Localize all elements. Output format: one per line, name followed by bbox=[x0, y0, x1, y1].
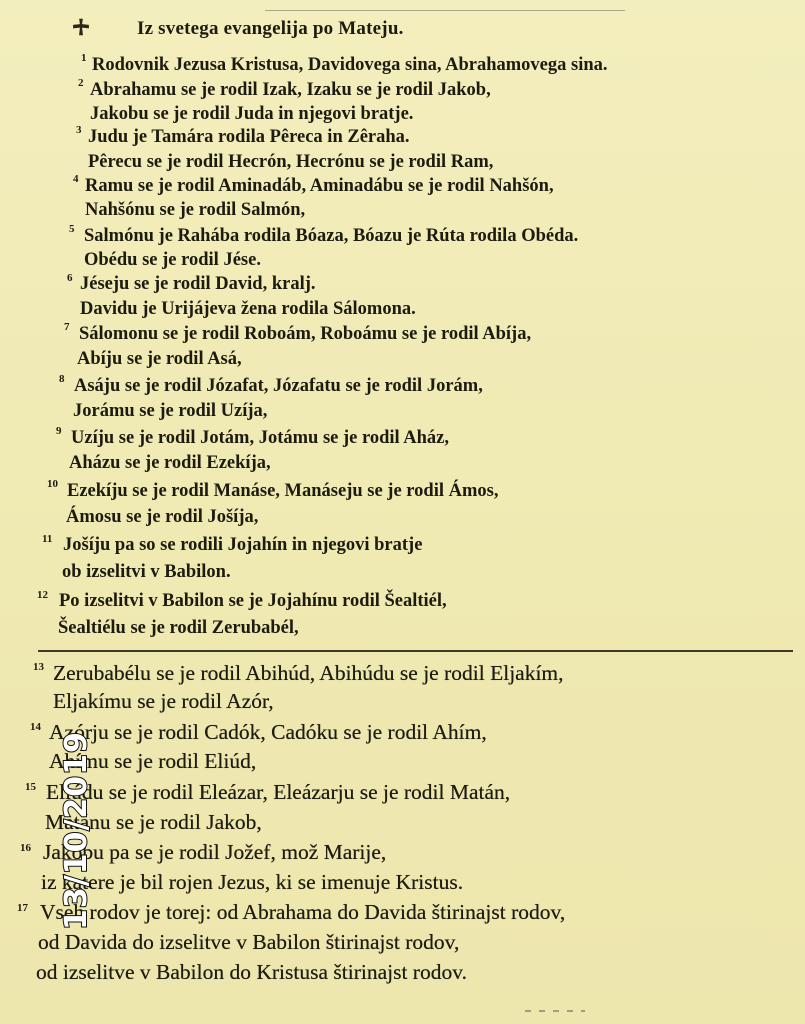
verse-line: od izselitve v Babilon do Kristusa štirinajst rodov. bbox=[36, 960, 467, 984]
verse-number: 12 bbox=[37, 589, 48, 601]
verse-number: 17 bbox=[17, 902, 28, 914]
verse-line: ob izselitvi v Babilon. bbox=[62, 562, 231, 582]
verse-number: 15 bbox=[25, 781, 36, 793]
verse-line: Azórju se je rodil Cadók, Cadóku se je rodil Ahím, bbox=[49, 720, 487, 744]
verse-number: 3 bbox=[76, 124, 82, 136]
page-title: Iz svetega evangelija po Mateju. bbox=[137, 18, 404, 39]
verse-line: Sálomonu se je rodil Roboám, Roboámu se je rodil Abíja, bbox=[79, 324, 532, 344]
verse-line: od Davida do izselitve v Babilon štirinajst rodov, bbox=[38, 930, 460, 954]
verse-line: Vseh rodov je torej: od Abrahama do Davida štirinajst rodov, bbox=[40, 900, 566, 924]
verse-number: 7 bbox=[64, 321, 70, 333]
verse-number: 11 bbox=[42, 533, 53, 545]
verse-line: Nahšónu se je rodil Salmón, bbox=[85, 200, 306, 220]
cross-icon bbox=[72, 18, 90, 36]
verse-number: 2 bbox=[78, 77, 84, 89]
verse-number: 10 bbox=[47, 478, 58, 490]
verse-line: Ahímu se je rodil Eliúd, bbox=[49, 749, 257, 773]
verse-number: 8 bbox=[59, 373, 65, 385]
verse-line: Uzíju se je rodil Jotám, Jotámu se je rodil Aház, bbox=[71, 428, 450, 448]
verse-line: Jorámu se je rodil Uzíja, bbox=[73, 401, 268, 421]
verse-line: Po izselitvi v Babilon se je Jojahínu rodil Šealtiél, bbox=[59, 591, 447, 611]
verse-line: Aházu se je rodil Ezekíja, bbox=[69, 453, 271, 473]
verse-line: Jošíju pa so se rodili Jojahín in njegovi bratje bbox=[63, 535, 423, 555]
verse-line: Ezekíju se je rodil Manáse, Manáseju se je rodil Ámos, bbox=[67, 481, 499, 501]
verse-number: 9 bbox=[56, 425, 62, 437]
verse-number: 14 bbox=[30, 721, 41, 733]
verse-line: Salmónu je Rahába rodila Bóaza, Bóazu je Rúta rodila Obéda. bbox=[84, 226, 579, 246]
top-rule bbox=[265, 10, 625, 11]
verse-line: Obédu se je rodil Jése. bbox=[84, 250, 261, 270]
verse-number: 13 bbox=[33, 661, 44, 673]
verse-line: Jéseju se je rodil David, kralj. bbox=[80, 274, 316, 294]
verse-number: 4 bbox=[73, 173, 79, 185]
verse-line: Asáju se je rodil Józafat, Józafatu se je rodil Jorám, bbox=[74, 376, 483, 396]
section-divider bbox=[38, 650, 793, 652]
verse-number: 16 bbox=[20, 842, 31, 854]
verse-line: Davidu je Urijájeva žena rodila Sálomona. bbox=[80, 299, 416, 319]
verse-line: Ramu se je rodil Aminadáb, Aminadábu se je rodil Nahšón, bbox=[85, 176, 554, 196]
verse-number: 1 bbox=[81, 52, 87, 64]
verse-line: Matánu se je rodil Jakob, bbox=[45, 810, 262, 834]
verse-line: Eljakímu se je rodil Azór, bbox=[53, 689, 274, 713]
bottom-marks bbox=[525, 1010, 585, 1012]
verse-line: Rodovnik Jezusa Kristusa, Davidovega sina, Abrahamovega sina. bbox=[92, 55, 608, 75]
verse-line: Pêrecu se je rodil Hecrón, Hecrónu se je rodil Ram, bbox=[88, 152, 494, 172]
verse-number: 6 bbox=[67, 272, 73, 284]
verse-line: iz katere je bil rojen Jezus, ki se imenuje Kristus. bbox=[41, 870, 464, 894]
verse-number: 5 bbox=[69, 223, 75, 235]
verse-line: Judu je Tamára rodila Pêreca in Zêraha. bbox=[88, 127, 410, 147]
verse-line: Abíju se je rodil Asá, bbox=[77, 349, 242, 369]
verse-line: Šealtiélu se je rodil Zerubabél, bbox=[58, 618, 299, 638]
verse-line: Eliúdu se je rodil Eleázar, Eleázarju se je rodil Matán, bbox=[46, 780, 511, 804]
verse-line: Zerubabélu se je rodil Abihúd, Abihúdu se je rodil Eljakím, bbox=[53, 661, 564, 685]
verse-line: Ámosu se je rodil Jošíja, bbox=[66, 507, 259, 527]
verse-line: Jakobu pa se je rodil Jožef, mož Marije, bbox=[43, 840, 387, 864]
verse-line: Jakobu se je rodil Juda in njegovi bratje. bbox=[90, 104, 414, 124]
verse-line: Abrahamu se je rodil Izak, Izaku se je rodil Jakob, bbox=[90, 80, 491, 100]
date-stamp: 13/10/2019 bbox=[59, 731, 94, 930]
